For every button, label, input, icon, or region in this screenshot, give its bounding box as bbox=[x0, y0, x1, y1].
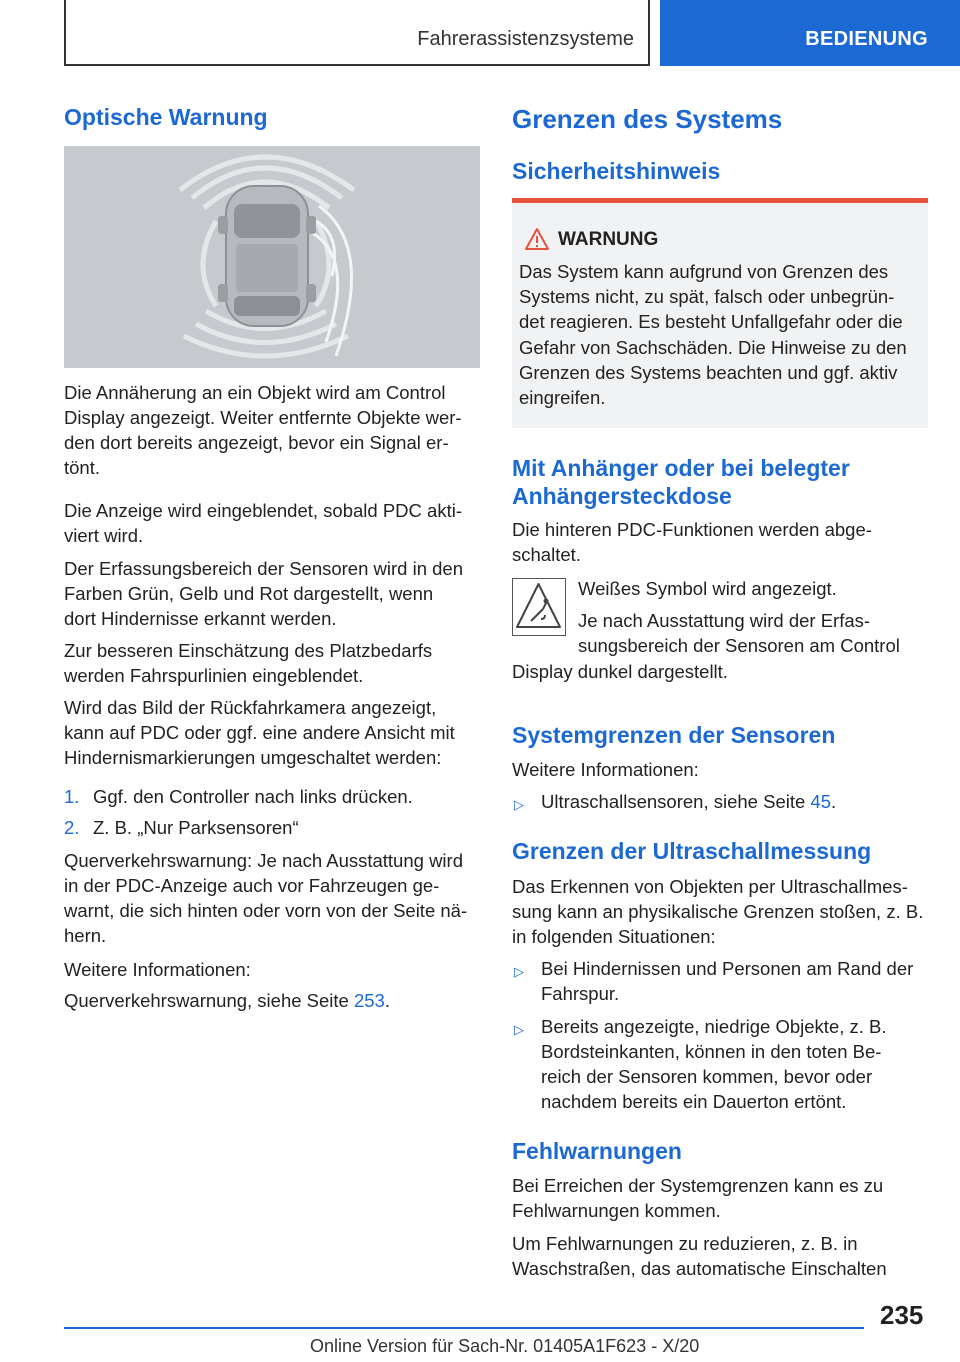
paragraph-pdc-abgeschaltet bbox=[512, 517, 928, 567]
text-line: Die Annäherung an ein Objekt wird am Control bbox=[64, 382, 446, 403]
warning-box bbox=[512, 198, 928, 428]
heading-systemgrenzen-sensoren: Systemgrenzen der Sensoren bbox=[512, 722, 836, 748]
bullet-triangle-icon: ▷ bbox=[514, 964, 524, 979]
step-number: 2. bbox=[64, 817, 80, 838]
heading-line: Anhängersteckdose bbox=[512, 483, 732, 509]
page-number: 235 bbox=[880, 1300, 924, 1330]
text-line: Der Erfassungsbereich der Sensoren wird in den bbox=[64, 558, 463, 579]
text-line: Grenzen des Systems beachten und ggf. aktiv bbox=[519, 361, 898, 383]
text-line: Bei Erreichen der Systemgrenzen kann es zu bbox=[512, 1175, 884, 1196]
text-line: tönt. bbox=[64, 457, 100, 478]
step-number: 1. bbox=[64, 786, 80, 807]
pdc-display-illustration bbox=[64, 146, 480, 368]
text-line: hern. bbox=[64, 925, 107, 946]
text-line: Je nach Ausstattung wird der Erfas- bbox=[578, 610, 871, 631]
paragraph-querverkehr bbox=[64, 848, 480, 948]
page-link-253[interactable]: 253 bbox=[353, 990, 385, 1011]
text-line: werden Fahrspurlinien eingeblendet. bbox=[64, 665, 364, 686]
text-line: schaltet. bbox=[512, 544, 581, 565]
text-line: det reagieren. Es besteht Unfallgefahr oder die bbox=[519, 311, 903, 333]
paragraph-rueckfahrkamera bbox=[64, 695, 480, 770]
footer-divider bbox=[64, 1327, 864, 1329]
text-line: sungsbereich der Sensoren am Control bbox=[578, 635, 900, 656]
step-text: Z. B. „Nur Parksensoren“ bbox=[93, 817, 299, 838]
reference-end: . bbox=[384, 990, 390, 1011]
paragraph-fehlwarnungen-2 bbox=[512, 1231, 928, 1281]
paragraph-ultraschall bbox=[512, 874, 932, 949]
paragraph-fehlwarnungen-1 bbox=[512, 1173, 928, 1223]
footer-online-version: Online Version für Sach-Nr. 01405A1F623 - X/20 bbox=[310, 1336, 700, 1356]
heading-fehlwarnungen: Fehlwarnungen bbox=[512, 1138, 682, 1164]
text-line: dort Hindernisse erkannt werden. bbox=[64, 608, 337, 629]
text-line: viert wird. bbox=[64, 525, 144, 546]
page-link-45[interactable]: 45 bbox=[810, 791, 831, 812]
heading-sicherheitshinweis: Sicherheitshinweis bbox=[512, 158, 721, 184]
car-sensor-icon bbox=[64, 146, 480, 368]
bullet-text bbox=[541, 1014, 887, 1114]
warning-text bbox=[519, 259, 923, 410]
text-line: Bereits angezeigte, niedrige Objekte, z. B. bbox=[541, 1016, 887, 1037]
text-line: eingreifen. bbox=[519, 387, 606, 409]
reference-text: Ultraschallsensoren, siehe Seite bbox=[541, 791, 811, 812]
text-line: den dort bereits angezeigt, bevor ein Signal er- bbox=[64, 432, 449, 453]
reference-querverkehr bbox=[64, 988, 480, 1013]
text-line: warnt, die sich hinten oder vorn von der Seite nä- bbox=[64, 900, 468, 921]
text-line: Wird das Bild der Rückfahrkamera angezeigt, bbox=[64, 697, 437, 718]
text-line: nachdem bereits ein Dauerton ertönt. bbox=[541, 1091, 847, 1112]
text-line: Bei Hindernissen und Personen am Rand der bbox=[541, 958, 914, 979]
text-line: sung kann an physikalische Grenzen stoßen, z. B. bbox=[512, 901, 924, 922]
text-line: Systems nicht, zu spät, falsch oder unbegrün- bbox=[519, 286, 895, 308]
heading-optische-warnung: Optische Warnung bbox=[64, 104, 268, 130]
paragraph-display-dunkel: Display dunkel dargestellt. bbox=[512, 661, 728, 682]
header-chapter: Fahrerassistenzsysteme bbox=[417, 28, 634, 50]
text-line: Die Anzeige wird eingeblendet, sobald PDC akti- bbox=[64, 500, 462, 521]
text-line: in der PDC-Anzeige auch vor Fahrzeugen ge- bbox=[64, 875, 440, 896]
paragraph-annaeherung bbox=[64, 380, 480, 480]
text-line: reich der Sensoren kommen, bevor oder bbox=[541, 1066, 873, 1087]
text-line: Das System kann aufgrund von Grenzen des bbox=[519, 261, 889, 282]
paragraph-weisses-symbol bbox=[578, 576, 928, 658]
heading-grenzen-ultraschall: Grenzen der Ultraschallmessung bbox=[512, 838, 872, 864]
text-line: Zur besseren Einschätzung des Platzbedarfs bbox=[64, 640, 433, 661]
text-line: Fahrspur. bbox=[541, 983, 620, 1004]
text-line: Display angezeigt. Weiter entfernte Objekte wer- bbox=[64, 407, 462, 428]
paragraph-erfassungsbereich bbox=[64, 556, 480, 631]
reference-end: . bbox=[831, 791, 837, 812]
paragraph-anzeige bbox=[64, 498, 480, 548]
text-line: Querverkehrswarnung: Je nach Ausstattung wird bbox=[64, 850, 463, 871]
text-line: in folgenden Situationen: bbox=[512, 926, 716, 947]
bullet-text bbox=[541, 789, 836, 814]
paragraph-weitere-info-2: Weitere Informationen: bbox=[512, 759, 699, 780]
text-line: Das Erkennen von Objekten per Ultraschallmes- bbox=[512, 876, 908, 897]
heading-line: Mit Anhänger oder bei belegter bbox=[512, 455, 850, 481]
header-section-tab bbox=[660, 0, 960, 66]
header-section: BEDIENUNG bbox=[805, 28, 928, 50]
text-line: Die hinteren PDC-Funktionen werden abge- bbox=[512, 519, 872, 540]
text-line: Bordsteinkanten, können in den toten Be- bbox=[541, 1041, 882, 1062]
step-text: Ggf. den Controller nach links drücken. bbox=[93, 786, 413, 807]
reference-text: Querverkehrswarnung, siehe Seite bbox=[64, 990, 354, 1011]
paragraph-platzbedarf bbox=[64, 638, 480, 688]
trailer-pdc-icon-frame bbox=[512, 578, 566, 636]
text-line: Fehlwarnungen kommen. bbox=[512, 1200, 721, 1221]
text-line: Weißes Symbol wird angezeigt. bbox=[578, 578, 837, 599]
trailer-icon bbox=[513, 579, 564, 634]
text-line: Um Fehlwarnungen zu reduzieren, z. B. in bbox=[512, 1233, 858, 1254]
text-line: Waschstraßen, das automatische Einschalten bbox=[512, 1258, 887, 1279]
bullet-triangle-icon: ▷ bbox=[514, 1022, 524, 1037]
heading-grenzen-des-systems: Grenzen des Systems bbox=[512, 104, 783, 134]
text-line: Hindernismarkierungen umgeschaltet werden: bbox=[64, 747, 442, 768]
warning-title: WARNUNG bbox=[558, 229, 659, 250]
text-line: Farben Grün, Gelb und Rot dargestellt, wenn bbox=[64, 583, 434, 604]
text-line: kann auf PDC oder ggf. eine andere Ansicht mit bbox=[64, 722, 455, 743]
bullet-triangle-icon: ▷ bbox=[514, 797, 524, 812]
heading-anhaenger bbox=[512, 454, 850, 510]
bullet-text bbox=[541, 956, 913, 1006]
header-chapter-tab bbox=[64, 0, 650, 66]
text-line: Gefahr von Sachschäden. Die Hinweise zu den bbox=[519, 336, 907, 358]
warning-triangle-icon bbox=[524, 227, 550, 251]
paragraph-weitere-info: Weitere Informationen: bbox=[64, 959, 251, 980]
